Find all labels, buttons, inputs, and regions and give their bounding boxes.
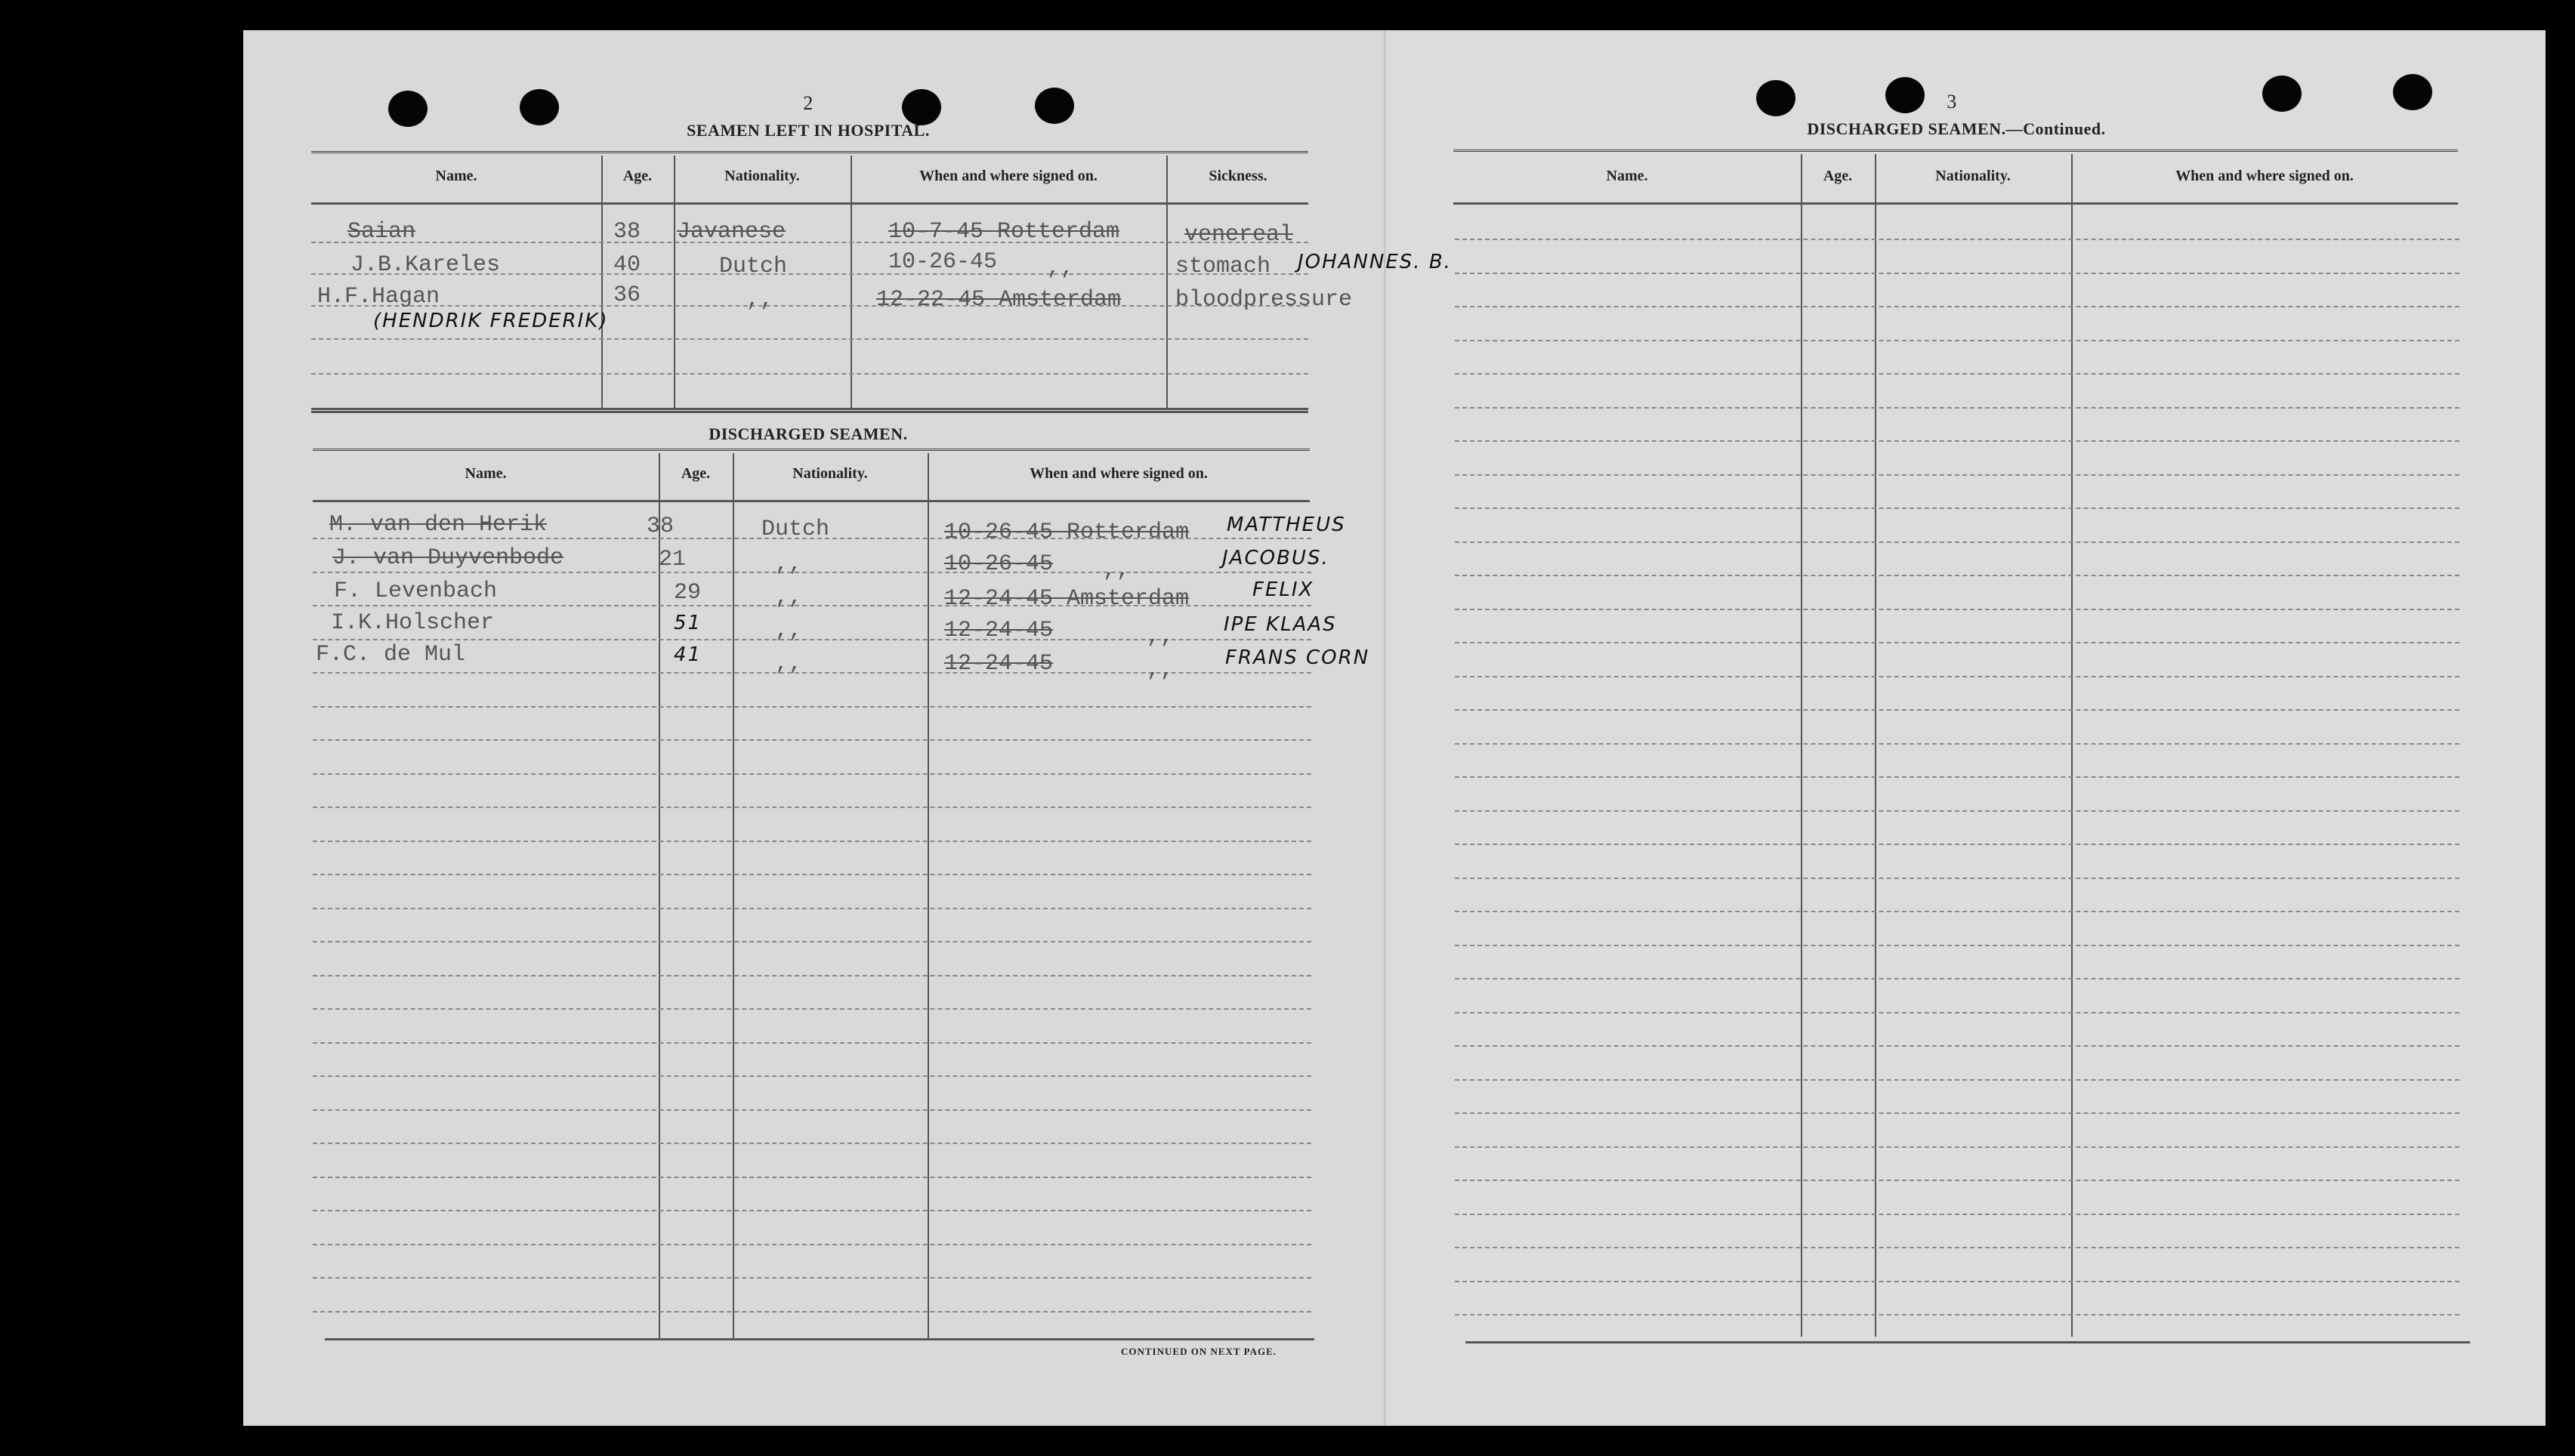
discharged-row-signed-on: 12-24-45	[944, 618, 1054, 643]
col-header-name: Name.	[1606, 168, 1648, 184]
punch-hole	[1035, 88, 1074, 124]
hospital-row-name: J.B.Kareles	[350, 252, 501, 278]
discharged-row-age: 51	[674, 612, 702, 634]
column-divider	[601, 156, 603, 409]
discharged-row-signed-on: 12-24-45 Amsterdam	[944, 586, 1190, 612]
punch-hole	[1885, 77, 1925, 113]
row-line	[1455, 239, 2459, 240]
column-divider	[2071, 154, 2073, 1337]
row-line	[1455, 1247, 2459, 1248]
row-line	[1455, 676, 2459, 677]
hospital-row-age: 38	[613, 219, 641, 245]
row-line	[1455, 1180, 2459, 1181]
discharged-row-name: M. van den Herik	[329, 512, 548, 538]
punch-hole	[388, 91, 428, 127]
column-divider	[659, 453, 660, 1338]
row-line	[313, 1075, 1311, 1077]
discharged-row-nationality: ,,	[775, 585, 803, 610]
row-line	[313, 1008, 1311, 1010]
col-header-signed-on: When and where signed on.	[1030, 465, 1208, 482]
discharged-row-nationality: ,,	[775, 618, 803, 643]
row-line	[1455, 844, 2459, 845]
col-header-age: Age.	[681, 465, 711, 482]
discharged-row-signed-on: 10-26-45 Rotterdam	[944, 520, 1190, 545]
row-line	[313, 739, 1311, 741]
col-header-nationality: Nationality.	[724, 168, 800, 184]
row-line	[313, 572, 1311, 573]
hospital-section-title: SEAMEN LEFT IN HOSPITAL.	[687, 121, 930, 140]
ditto-mark: ,,	[1147, 624, 1175, 649]
col-header-name: Name.	[465, 465, 507, 482]
handwritten-annotation: FELIX	[1252, 578, 1314, 601]
row-line	[1455, 407, 2459, 409]
row-line	[1455, 273, 2459, 274]
hospital-row-name: Saian	[347, 219, 416, 245]
discharged-row-age: 38	[647, 514, 675, 539]
row-line	[1455, 642, 2459, 643]
discharged-row-name: I.K.Holscher	[331, 610, 495, 636]
handwritten-annotation: IPE KLAAS	[1224, 613, 1337, 636]
hospital-row-age: 36	[613, 282, 641, 308]
hospital-row-age: 40	[613, 252, 641, 278]
column-divider	[928, 453, 929, 1338]
page-number: 2	[803, 92, 814, 114]
row-line	[1455, 978, 2459, 979]
row-line	[313, 706, 1311, 708]
column-divider	[733, 453, 734, 1338]
row-line	[313, 941, 1311, 942]
hospital-row-sickness: bloodpressure	[1175, 287, 1353, 313]
ditto-mark: ,,	[1103, 557, 1131, 583]
row-line	[1455, 541, 2459, 543]
row-line	[1455, 373, 2459, 375]
section-rule	[311, 411, 1308, 413]
row-line	[311, 338, 1308, 340]
table-top-rule	[1453, 150, 2458, 155]
col-header-sickness: Sickness.	[1209, 168, 1267, 184]
discharged-row-nationality: ,,	[775, 551, 803, 577]
punch-hole	[902, 89, 941, 125]
discharged-row-age: 41	[674, 643, 702, 666]
row-line	[311, 373, 1308, 375]
row-line	[313, 1311, 1311, 1313]
table-bottom-rule	[1465, 1341, 2470, 1343]
hospital-row-nationality: Javanese	[677, 219, 786, 245]
table-bottom-rule	[311, 408, 1308, 410]
column-divider	[674, 156, 675, 409]
row-line	[1455, 609, 2459, 610]
discharged-row-name: F.C. de Mul	[316, 642, 466, 668]
col-header-age: Age.	[622, 168, 653, 184]
row-line	[313, 773, 1311, 775]
row-line	[1455, 440, 2459, 442]
row-line	[313, 1109, 1311, 1111]
col-header-name: Name.	[435, 168, 477, 184]
ditto-mark: ,,	[1147, 657, 1175, 683]
row-line	[1455, 507, 2459, 509]
row-line	[313, 908, 1311, 909]
row-line	[1455, 911, 2459, 912]
handwritten-annotation: MATTHEUS	[1227, 514, 1346, 536]
hospital-row-nationality: ,,	[746, 287, 774, 313]
column-divider	[1166, 156, 1168, 409]
row-line	[313, 1143, 1311, 1144]
row-line	[313, 1177, 1311, 1178]
col-header-age: Age.	[1823, 168, 1853, 184]
row-line	[1455, 1012, 2459, 1013]
handwritten-annotation: JOHANNES. B.	[1298, 251, 1452, 273]
discharged-section-title: DISCHARGED SEAMEN.	[709, 424, 908, 443]
row-line	[1455, 1079, 2459, 1081]
row-line	[1455, 776, 2459, 778]
row-line	[1455, 810, 2459, 812]
row-line	[1455, 575, 2459, 576]
row-line	[1455, 474, 2459, 476]
handwritten-annotation: JACOBUS.	[1222, 547, 1329, 569]
hospital-row-name: H.F.Hagan	[317, 284, 440, 310]
col-header-signed-on: When and where signed on.	[919, 168, 1098, 184]
punch-hole	[2393, 74, 2432, 110]
discharged-row-age: 21	[659, 547, 687, 572]
row-line	[1455, 1146, 2459, 1148]
row-line	[313, 1042, 1311, 1044]
discharged-row-signed-on: 10-26-45	[944, 551, 1054, 577]
row-line	[1455, 945, 2459, 946]
row-line	[1455, 340, 2459, 341]
col-header-signed-on: When and where signed on.	[2175, 168, 2354, 184]
hospital-row-nationality: Dutch	[719, 254, 788, 279]
discharged-row-age: 29	[674, 580, 702, 606]
discharged-row-name: J. van Duyvenbode	[332, 545, 564, 571]
row-line	[1455, 1112, 2459, 1114]
row-line	[1455, 878, 2459, 879]
hospital-row-signed-on: 10-7-45 Rotterdam	[888, 219, 1120, 245]
discharged-row-name: F. Levenbach	[334, 578, 498, 604]
discharged-row-nationality: Dutch	[761, 517, 830, 542]
row-line	[313, 1277, 1311, 1279]
row-line	[313, 841, 1311, 842]
discharged-continued-title: DISCHARGED SEAMEN.—Continued.	[1807, 119, 2106, 138]
ditto-mark: ,,	[1047, 255, 1075, 281]
col-header-nationality: Nationality.	[792, 465, 868, 482]
row-line	[313, 1244, 1311, 1245]
hospital-row-sickness: venereal	[1184, 222, 1294, 248]
discharged-row-nationality: ,,	[775, 651, 803, 677]
handwritten-annotation: FRANS CORN	[1225, 646, 1370, 669]
row-line	[1455, 1314, 2459, 1316]
page-number: 3	[1947, 91, 1957, 113]
table-header-rule	[1453, 202, 2458, 205]
hospital-row-signed-on: 12-22-45 Amsterdam	[876, 287, 1122, 313]
row-line	[1455, 306, 2459, 307]
row-line	[311, 242, 1308, 243]
table-top-rule	[313, 449, 1310, 454]
hospital-row-signed-on: 10-26-45	[888, 249, 998, 275]
col-header-nationality: Nationality.	[1935, 168, 2011, 184]
table-bottom-rule	[325, 1338, 1314, 1340]
row-line	[1455, 1214, 2459, 1215]
punch-hole	[1756, 80, 1795, 116]
row-line	[1455, 1281, 2459, 1282]
column-divider	[1875, 154, 1876, 1337]
punch-hole	[2262, 76, 2302, 112]
table-header-rule	[313, 500, 1310, 502]
column-divider	[851, 156, 852, 409]
column-divider	[1801, 154, 1802, 1337]
continued-footer: CONTINUED ON NEXT PAGE.	[1121, 1346, 1277, 1357]
table-top-rule	[311, 151, 1308, 156]
row-line	[313, 975, 1311, 976]
row-line	[1455, 1045, 2459, 1047]
row-line	[313, 874, 1311, 875]
punch-hole	[520, 89, 559, 125]
discharged-row-signed-on: 12-24-45	[944, 651, 1054, 677]
hospital-row-sickness: stomach	[1175, 254, 1271, 279]
row-line	[1455, 709, 2459, 711]
row-line	[313, 1210, 1311, 1211]
row-line	[311, 305, 1308, 307]
handwritten-annotation: (HENDRIK FREDERIK)	[373, 310, 609, 332]
row-line	[313, 807, 1311, 808]
table-header-rule	[311, 202, 1308, 205]
row-line	[1455, 743, 2459, 745]
